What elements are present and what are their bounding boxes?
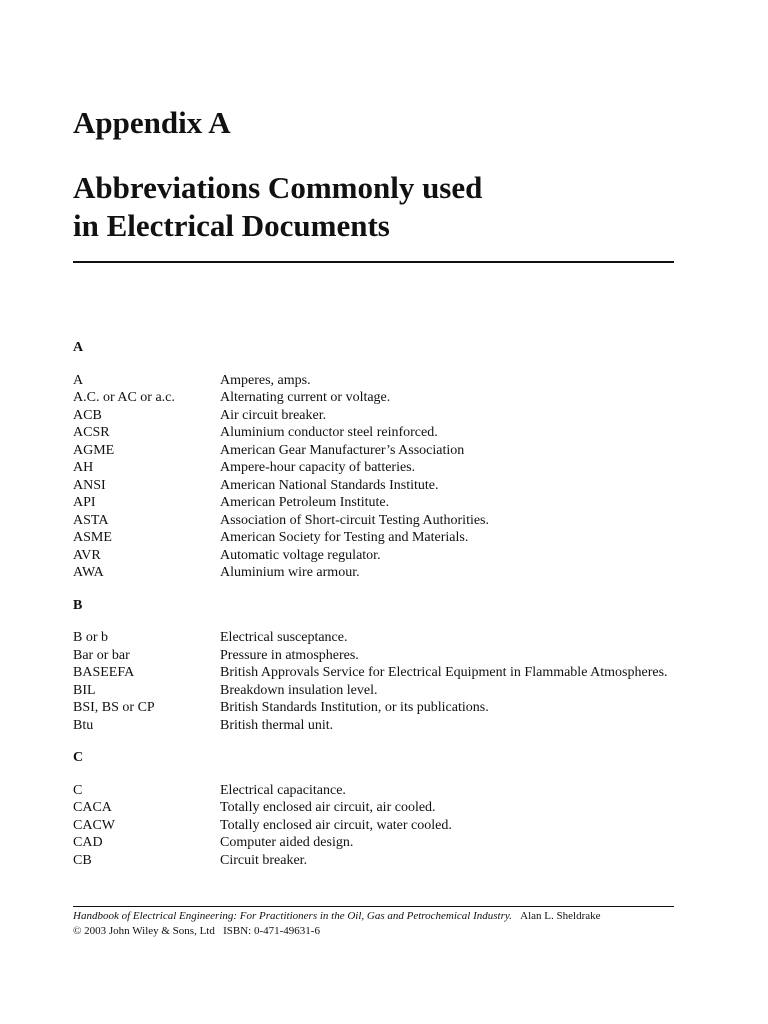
abbreviation-definition: Circuit breaker. <box>220 852 308 868</box>
abbreviation-term: C <box>73 782 83 798</box>
abbreviation-definition: Computer aided design. <box>220 835 354 850</box>
abbreviation-term: B or b <box>73 630 108 645</box>
abbreviation-definition: American Society for Testing and Materials. <box>220 530 469 545</box>
abbreviation-term: A.C. or AC or a.c. <box>73 390 175 405</box>
abbreviation-entry <box>73 564 674 582</box>
abbreviation-definition: Electrical susceptance. <box>220 630 348 645</box>
abbreviation-entry <box>73 682 674 700</box>
isbn: ISBN: 0-471-49631-6 <box>223 925 320 937</box>
abbreviation-definition: Totally enclosed air circuit, air cooled. <box>220 800 436 815</box>
abbreviation-entry <box>73 629 674 647</box>
abbreviation-definition: Breakdown insulation level. <box>220 682 378 698</box>
abbreviation-term: ANSI <box>73 477 106 493</box>
section-letter-b: B <box>73 597 83 613</box>
abbreviation-entry <box>73 459 674 477</box>
abbreviation-entry <box>73 512 674 530</box>
section-letter-a: A <box>73 340 84 355</box>
footer-publisher-line <box>73 924 713 939</box>
abbreviation-entry <box>73 407 674 425</box>
abbreviation-definition: British thermal unit. <box>220 717 334 733</box>
appendix-label: Appendix A <box>73 105 231 140</box>
abbreviation-definition: Electrical capacitance. <box>220 782 346 798</box>
abbreviation-entry <box>73 442 674 460</box>
abbreviation-entry <box>73 834 674 852</box>
abbreviation-entry <box>73 424 674 442</box>
abbreviation-entry <box>73 782 674 800</box>
abbreviation-term: BASEEFA <box>73 665 135 680</box>
footer-citation-line <box>73 909 713 924</box>
abbreviation-definition: British Approvals Service for Electrical Equipment in Flammable Atmospheres. <box>220 665 668 680</box>
abbreviation-definition: Automatic voltage regulator. <box>220 547 381 563</box>
page-title-line: Abbreviations Commonly used <box>73 170 483 205</box>
abbreviation-definition: Association of Short-circuit Testing Authorities. <box>220 512 490 528</box>
abbreviation-entry <box>73 647 674 665</box>
abbreviation-term: Btu <box>73 717 94 733</box>
abbreviation-entry <box>73 529 674 547</box>
abbreviation-entry <box>73 494 674 512</box>
page-title <box>73 169 482 245</box>
abbreviation-entry <box>73 664 674 682</box>
title-divider <box>73 261 674 263</box>
abbreviation-term: CB <box>73 852 92 868</box>
abbreviation-definition: British Standards Institution, or its publications. <box>220 700 489 715</box>
abbreviation-term: BIL <box>73 682 96 698</box>
abbreviation-entry <box>73 699 674 717</box>
abbreviation-term: AH <box>73 460 94 475</box>
abbreviation-entry <box>73 372 674 390</box>
abbreviation-entry <box>73 547 674 565</box>
book-author: Alan L. Sheldrake <box>520 910 601 922</box>
abbreviation-entry <box>73 817 674 835</box>
abbreviation-term: CACW <box>73 817 115 833</box>
abbreviation-definition: American National Standards Institute. <box>220 477 439 493</box>
abbreviation-term: ACB <box>73 407 102 423</box>
abbreviation-entry <box>73 799 674 817</box>
page-title-line: in Electrical Documents <box>73 208 390 243</box>
abbreviation-term: ACSR <box>73 425 110 440</box>
copyright-notice: © 2003 John Wiley & Sons, Ltd <box>73 925 215 937</box>
abbreviation-definition: Totally enclosed air circuit, water cooled. <box>220 817 452 833</box>
abbreviation-term: API <box>73 495 96 510</box>
abbreviation-term: A <box>73 372 84 388</box>
abbreviation-definition: Aluminium conductor steel reinforced. <box>220 425 438 440</box>
abbreviation-term: AVR <box>73 547 101 563</box>
abbreviation-definition: Amperes, amps. <box>220 372 311 388</box>
abbreviation-definition: Alternating current or voltage. <box>220 390 391 405</box>
abbreviation-term: ASME <box>73 530 112 545</box>
abbreviation-term: CAD <box>73 835 103 850</box>
abbreviation-definition: American Gear Manufacturer’s Association <box>220 442 465 458</box>
abbreviation-definition: Ampere-hour capacity of batteries. <box>220 460 416 475</box>
abbreviation-term: Bar or bar <box>73 647 130 663</box>
abbreviation-definition: Pressure in atmospheres. <box>220 647 359 663</box>
book-title: Handbook of Electrical Engineering: For Practitioners in the Oil, Gas and Petrochemical Industry. <box>73 910 512 922</box>
abbreviation-definition: American Petroleum Institute. <box>220 495 390 510</box>
abbreviation-definition: Air circuit breaker. <box>220 407 327 423</box>
abbreviation-entry <box>73 717 674 735</box>
abbreviation-term: AGME <box>73 442 115 458</box>
abbreviation-term: BSI, BS or CP <box>73 700 155 715</box>
abbreviation-term: CACA <box>73 800 112 815</box>
section-letter-c: C <box>73 750 84 765</box>
abbreviation-term: AWA <box>73 565 104 580</box>
abbreviation-definition: Aluminium wire armour. <box>220 565 360 580</box>
abbreviation-entry <box>73 389 674 407</box>
abbreviation-entry <box>73 477 674 495</box>
abbreviation-entry <box>73 852 674 870</box>
footer-divider <box>73 906 674 907</box>
abbreviation-term: ASTA <box>73 512 109 528</box>
abbreviation-list <box>73 339 674 869</box>
page-footer <box>73 909 713 939</box>
